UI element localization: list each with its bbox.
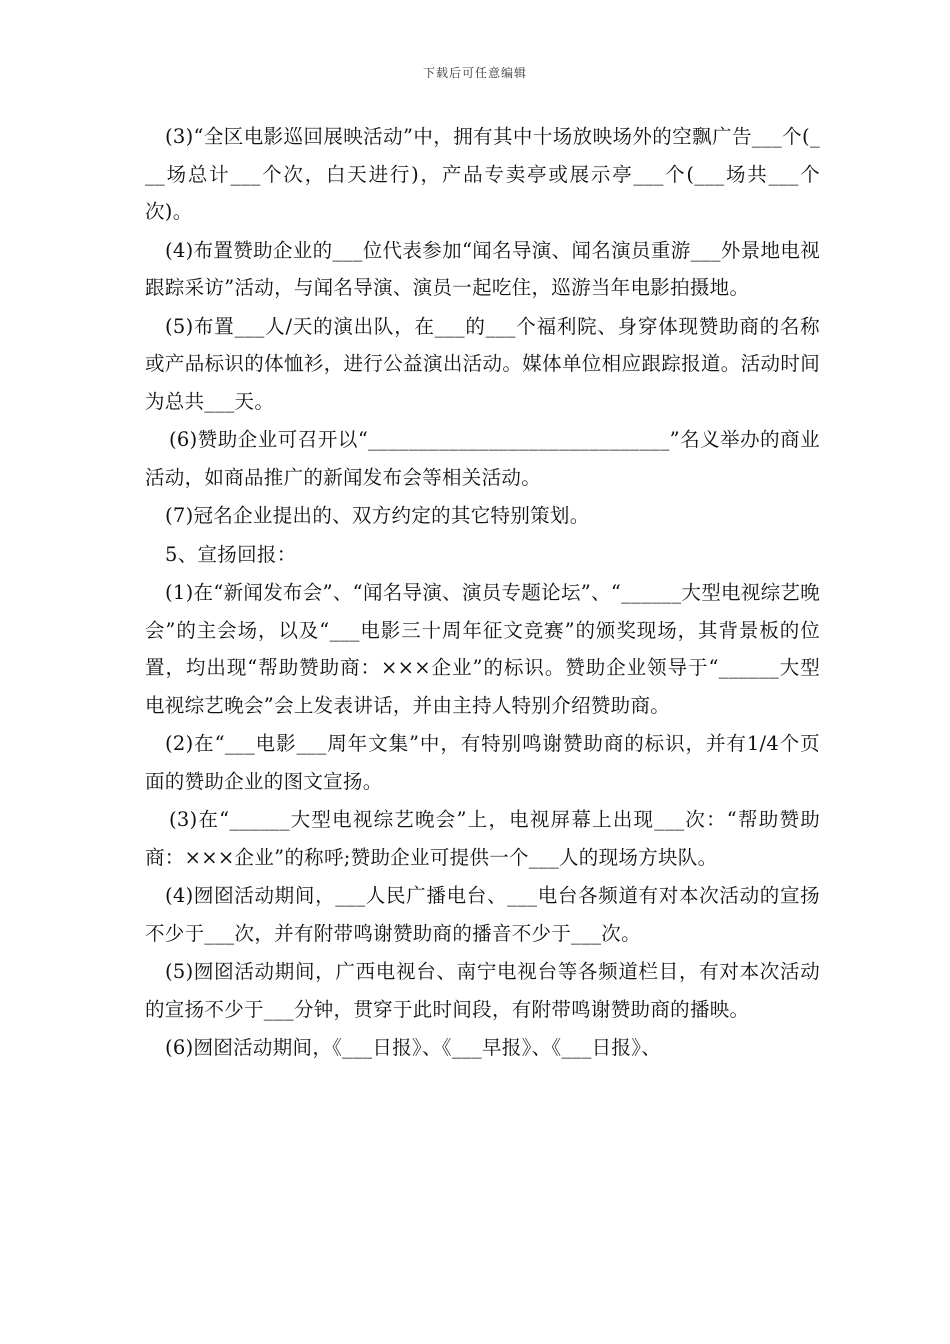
paragraph-publicity-5: (5)囫囵活动期间，广西电视台、南宁电视台等各频道栏目，有对本次活动的宣扬不少于___分钟，贯穿于此时间段，有附带鸣谢赞助商的播映。 [145, 960, 820, 1021]
paragraph-publicity-1: (1)在“新闻发布会”、“闻名导演、演员专题论坛”、“______大型电视综艺晚会”的主会场，以及“___电影三十周年征文竞赛”的颁奖现场，其背景板的位置，均出现“帮助赞助商：×××企业”的标识。赞助企业领导于“______大型电视综艺晚会”会上发表讲话，并由主持人特别介绍赞助商。 [145, 581, 820, 717]
page-header: 下载后可任意编辑 [422, 66, 527, 80]
paragraph-publicity-2: (2)在“___电影___周年文集”中，有特别鸣谢赞助商的标识，并有1/4个页面的赞助企业的图文宣扬。 [145, 732, 820, 793]
paragraph-item-7-special-planning: (7)冠名企业提出的、双方约定的其它特别策划。 [165, 504, 590, 527]
paragraph-publicity-6: (6)囫囵活动期间，《___日报》、《___早报》、《___日报》、 [165, 1036, 662, 1059]
paragraph-item-3-film-tour: (3)“全区电影巡回展映活动”中，拥有其中十场放映场外的空飘广告___个(___场总计___个次，白天进行)，产品专卖亭或展示亭___个(___场共___个次)。 [145, 125, 820, 223]
paragraph-publicity-4: (4)囫囵活动期间，___人民广播电台、___电台各频道有对本次活动的宣扬不少于___次，并有附带鸣谢赞助商的播音不少于___次。 [145, 884, 820, 945]
section-heading-publicity: 5、宣扬回报： [165, 542, 297, 566]
paragraph-item-5-performance-team: (5)布置___人/天的演出队，在___的___个福利院、身穿体现赞助商的名称或产品标识的体恤衫，进行公益演出活动。媒体单位相应跟踪报道。活动时间为总共___天。 [145, 314, 820, 413]
document-body [145, 118, 820, 1068]
paragraph-item-4-representatives: (4)布置赞助企业的___位代表参加“闻名导演、闻名演员重游___外景地电视跟踪采访”活动，与闻名导演、演员一起吃住，巡游当年电影拍摄地。 [145, 238, 820, 299]
paragraph-item-6-business-activity: (6)赞助企业可召开以“______________________________”名义举办的商业活动，如商品推广的新闻发布会等相关活动。 [145, 428, 820, 489]
paragraph-publicity-3: (3)在“______大型电视综艺晚会”上，电视屏幕上出现___次：“帮助赞助商：×××企业”的称呼;赞助企业可提供一个___人的现场方块队。 [145, 808, 820, 869]
